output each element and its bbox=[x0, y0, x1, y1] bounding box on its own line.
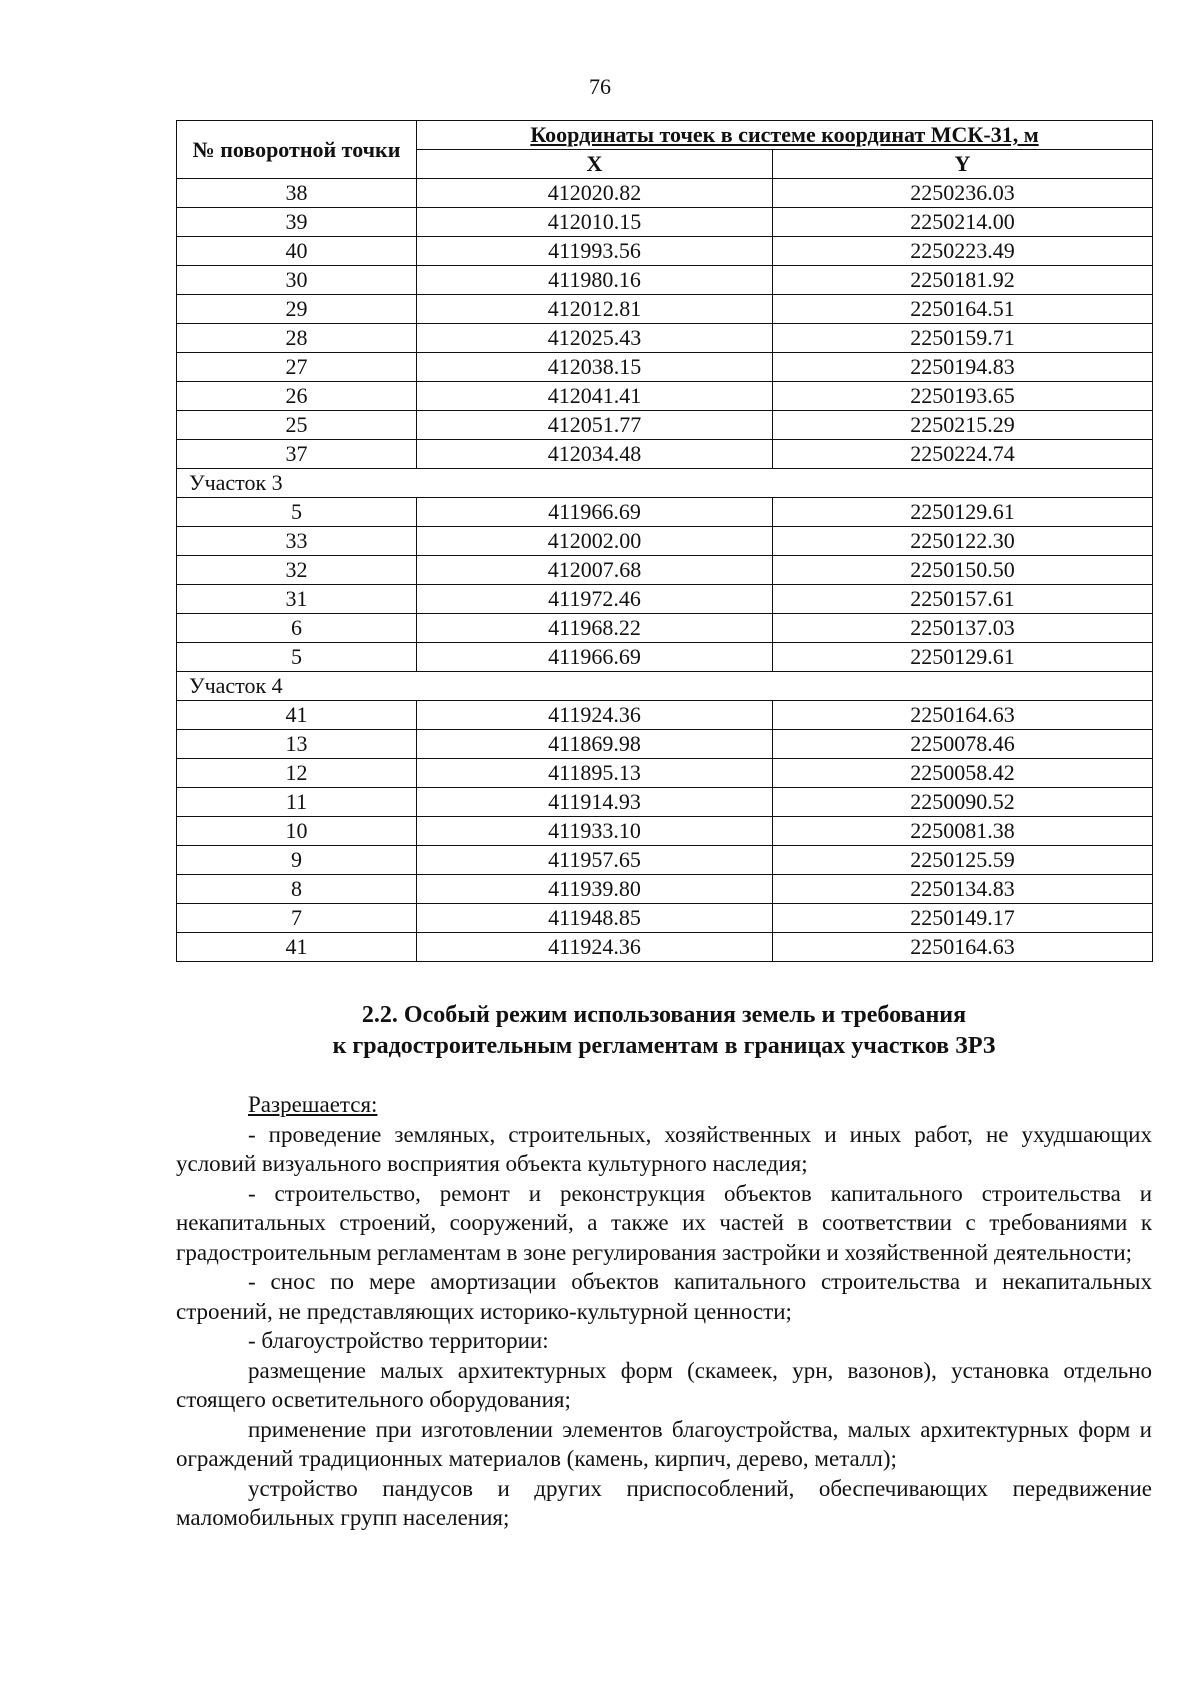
x-coordinate-cell: 411939.80 bbox=[417, 875, 773, 904]
table-row bbox=[177, 817, 1153, 846]
point-number-cell: 25 bbox=[177, 411, 417, 440]
point-number-cell: 9 bbox=[177, 846, 417, 875]
x-coordinate-cell: 412012.81 bbox=[417, 295, 773, 324]
point-number-cell: 41 bbox=[177, 933, 417, 962]
point-number-cell: 27 bbox=[177, 353, 417, 382]
x-coordinate-cell: 412051.77 bbox=[417, 411, 773, 440]
coordinates-group-header: Координаты точек в системе координат МСК-31, м bbox=[417, 121, 1153, 150]
y-coordinate-cell: 2250164.63 bbox=[773, 933, 1153, 962]
x-coordinate-cell: 411948.85 bbox=[417, 904, 773, 933]
y-coordinate-cell: 2250181.92 bbox=[773, 266, 1153, 295]
x-coordinate-cell: 411966.69 bbox=[417, 643, 773, 672]
table-row bbox=[177, 846, 1153, 875]
table-row bbox=[177, 179, 1153, 208]
table-row bbox=[177, 353, 1153, 382]
point-number-cell: 31 bbox=[177, 585, 417, 614]
y-coordinate-cell: 2250122.30 bbox=[773, 527, 1153, 556]
x-coordinate-cell: 412010.15 bbox=[417, 208, 773, 237]
point-number-cell: 30 bbox=[177, 266, 417, 295]
table-row bbox=[177, 411, 1153, 440]
point-number-cell: 37 bbox=[177, 440, 417, 469]
table-row bbox=[177, 237, 1153, 266]
y-coordinate-cell: 2250078.46 bbox=[773, 730, 1153, 759]
x-coordinate-cell: 411914.93 bbox=[417, 788, 773, 817]
point-number-cell: 29 bbox=[177, 295, 417, 324]
y-coordinate-cell: 2250129.61 bbox=[773, 498, 1153, 527]
paragraph: - строительство, ремонт и реконструкция объектов капитального строительства и некапитальных строений, сооружений, а также их частей в соответствии с требованиями к градостроительным регламентам в зоне регулирования застройки и хозяйственной деятельности; bbox=[176, 1180, 1152, 1265]
table-row bbox=[177, 585, 1153, 614]
y-coordinate-cell: 2250150.50 bbox=[773, 556, 1153, 585]
point-number-cell: 13 bbox=[177, 730, 417, 759]
table-row bbox=[177, 527, 1153, 556]
point-number-cell: 6 bbox=[177, 614, 417, 643]
point-number-cell: 40 bbox=[177, 237, 417, 266]
table-row bbox=[177, 759, 1153, 788]
point-number-cell: 33 bbox=[177, 527, 417, 556]
paragraph: применение при изготовлении элементов благоустройства, малых архитектурных форм и ограждений традиционных материалов (камень, кирпич, дерево, металл); bbox=[176, 1416, 1152, 1471]
paragraph: - проведение земляных, строительных, хозяйственных и иных работ, не ухудшающих условий визуального восприятия объекта культурного наследия; bbox=[176, 1121, 1152, 1176]
table-row bbox=[177, 904, 1153, 933]
point-number-cell: 12 bbox=[177, 759, 417, 788]
section-body bbox=[176, 1090, 1152, 1533]
y-coordinate-cell: 2250164.63 bbox=[773, 701, 1153, 730]
point-number-cell: 39 bbox=[177, 208, 417, 237]
x-coordinate-cell: 411895.13 bbox=[417, 759, 773, 788]
point-number-cell: 11 bbox=[177, 788, 417, 817]
paragraph: размещение малых архитектурных форм (скамеек, урн, вазонов), установка отдельно стоящего осветительного оборудования; bbox=[176, 1357, 1152, 1412]
table-row bbox=[177, 875, 1153, 904]
x-coordinate-cell: 411968.22 bbox=[417, 614, 773, 643]
table-row bbox=[177, 614, 1153, 643]
point-number-cell: 38 bbox=[177, 179, 417, 208]
y-coordinate-cell: 2250081.38 bbox=[773, 817, 1153, 846]
y-header: Y bbox=[773, 150, 1153, 179]
y-coordinate-cell: 2250159.71 bbox=[773, 324, 1153, 353]
x-coordinate-cell: 411933.10 bbox=[417, 817, 773, 846]
y-coordinate-cell: 2250194.83 bbox=[773, 353, 1153, 382]
table-row bbox=[177, 643, 1153, 672]
y-coordinate-cell: 2250125.59 bbox=[773, 846, 1153, 875]
x-coordinate-cell: 412034.48 bbox=[417, 440, 773, 469]
x-coordinate-cell: 412020.82 bbox=[417, 179, 773, 208]
x-coordinate-cell: 412038.15 bbox=[417, 353, 773, 382]
y-coordinate-cell: 2250137.03 bbox=[773, 614, 1153, 643]
table-row bbox=[177, 556, 1153, 585]
point-number-cell: 28 bbox=[177, 324, 417, 353]
point-number-cell: 5 bbox=[177, 643, 417, 672]
y-coordinate-cell: 2250236.03 bbox=[773, 179, 1153, 208]
x-coordinate-cell: 411972.46 bbox=[417, 585, 773, 614]
point-number-cell: 7 bbox=[177, 904, 417, 933]
y-coordinate-cell: 2250214.00 bbox=[773, 208, 1153, 237]
x-coordinate-cell: 411869.98 bbox=[417, 730, 773, 759]
table-body bbox=[177, 179, 1153, 962]
point-number-header: № поворотной точки bbox=[177, 121, 417, 179]
paragraph: - благоустройство территории: bbox=[248, 1328, 549, 1353]
allowed-label: Разрешается: bbox=[248, 1092, 378, 1117]
y-coordinate-cell: 2250223.49 bbox=[773, 237, 1153, 266]
y-coordinate-cell: 2250224.74 bbox=[773, 440, 1153, 469]
section-heading-line-2: к градостроительным регламентам в границах участков ЗРЗ bbox=[332, 1033, 996, 1059]
point-number-cell: 8 bbox=[177, 875, 417, 904]
point-number-cell: 32 bbox=[177, 556, 417, 585]
table-row bbox=[177, 266, 1153, 295]
page-number: 76 bbox=[589, 74, 611, 99]
x-coordinate-cell: 411924.36 bbox=[417, 701, 773, 730]
point-number-cell: 41 bbox=[177, 701, 417, 730]
table-row bbox=[177, 498, 1153, 527]
x-coordinate-cell: 411966.69 bbox=[417, 498, 773, 527]
x-coordinate-cell: 412025.43 bbox=[417, 324, 773, 353]
paragraph: устройство пандусов и других приспособлений, обеспечивающих передвижение маломобильных групп населения; bbox=[176, 1475, 1152, 1530]
x-coordinate-cell: 411993.56 bbox=[417, 237, 773, 266]
y-coordinate-cell: 2250164.51 bbox=[773, 295, 1153, 324]
x-coordinate-cell: 412007.68 bbox=[417, 556, 773, 585]
point-number-cell: 26 bbox=[177, 382, 417, 411]
table-row bbox=[177, 295, 1153, 324]
section-heading-line-1: 2.2. Особый режим использования земель и требования bbox=[361, 1002, 967, 1028]
y-coordinate-cell: 2250193.65 bbox=[773, 382, 1153, 411]
section-label: Участок 4 bbox=[177, 672, 1153, 701]
y-coordinate-cell: 2250129.61 bbox=[773, 643, 1153, 672]
table-row bbox=[177, 208, 1153, 237]
paragraph: - снос по мере амортизации объектов капитального строительства и некапитальных строений, не представляющих историко-культурной ценности; bbox=[176, 1269, 1152, 1324]
section-label: Участок 3 bbox=[177, 469, 1153, 498]
x-header: X bbox=[417, 150, 773, 179]
x-coordinate-cell: 411957.65 bbox=[417, 846, 773, 875]
y-coordinate-cell: 2250157.61 bbox=[773, 585, 1153, 614]
table-row bbox=[177, 933, 1153, 962]
section-row bbox=[177, 469, 1153, 498]
y-coordinate-cell: 2250058.42 bbox=[773, 759, 1153, 788]
section-heading bbox=[176, 1000, 1152, 1062]
point-number-cell: 5 bbox=[177, 498, 417, 527]
section-row bbox=[177, 672, 1153, 701]
x-coordinate-cell: 412002.00 bbox=[417, 527, 773, 556]
point-number-cell: 10 bbox=[177, 817, 417, 846]
table-row bbox=[177, 382, 1153, 411]
x-coordinate-cell: 412041.41 bbox=[417, 382, 773, 411]
table-row bbox=[177, 788, 1153, 817]
table-row bbox=[177, 730, 1153, 759]
table-row bbox=[177, 440, 1153, 469]
x-coordinate-cell: 411924.36 bbox=[417, 933, 773, 962]
coordinates-table bbox=[176, 120, 1153, 962]
y-coordinate-cell: 2250149.17 bbox=[773, 904, 1153, 933]
table-row bbox=[177, 701, 1153, 730]
y-coordinate-cell: 2250215.29 bbox=[773, 411, 1153, 440]
y-coordinate-cell: 2250134.83 bbox=[773, 875, 1153, 904]
y-coordinate-cell: 2250090.52 bbox=[773, 788, 1153, 817]
table-row bbox=[177, 324, 1153, 353]
x-coordinate-cell: 411980.16 bbox=[417, 266, 773, 295]
